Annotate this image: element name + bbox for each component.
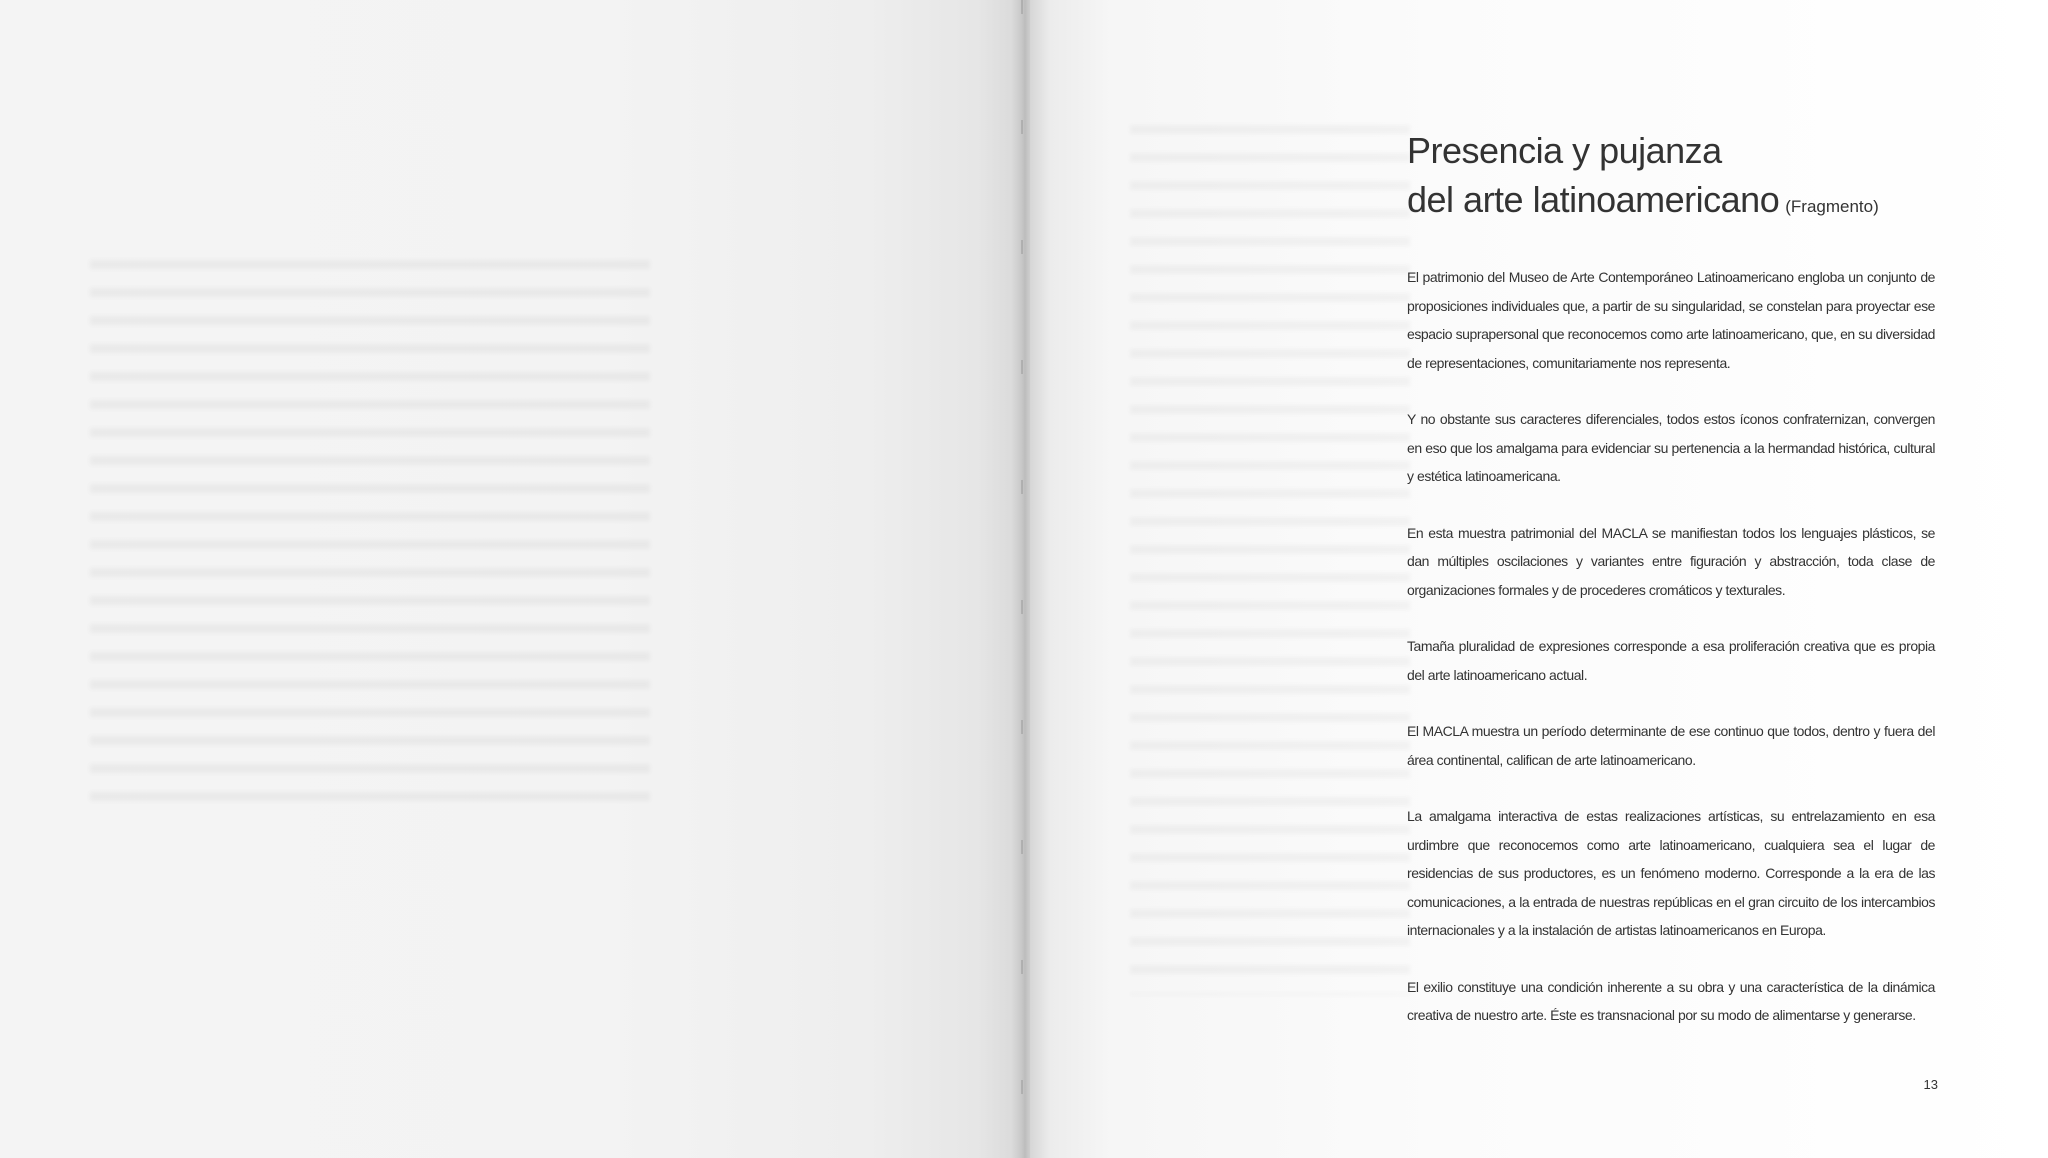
paragraph-6: La amalgama interactiva de estas realizaciones artísticas, su entrelazamiento en esa urdimbre que reconocemos como arte latinoamericano, cualquiera sea el lugar de residencias de sus productores, es un fenómeno moderno. Corresponde a la era de las comunicaciones, a la entrada de nuestras repúblicas en el gran circuito de los intercambios internacionales y a la instalación de artistas latinoamericanos en Europa. [1407,808,1935,938]
binding-stitches [1021,0,1023,1158]
title-line-2 [1407,175,1935,231]
paragraph-4: Tamaña pluralidad de expresiones corresponde a esa proliferación creativa que es propia del arte latinoamericano actual. [1407,638,1935,683]
paragraph-5: El MACLA muestra un período determinante de ese continuo que todos, dentro y fuera del área continental, califican de arte latinoamericano. [1407,723,1935,768]
paragraph-7: El exilio constituye una condición inherente a su obra y una característica de la dinámica creativa de nuestro arte. Éste es transnacional por su modo de alimentarse y generarse. [1407,978,1935,1023]
title-line-1: Presencia y pujanza [1407,130,1722,171]
article-subtitle: (Fragmento) [1785,197,1879,216]
article-body [1407,263,1935,1030]
paragraph-1: El patrimonio del Museo de Arte Contemporáneo Latinoamericano engloba un conjunto de proposiciones individuales que, a partir de su singularidad, se constelan para proyectar ese espacio suprapersonal que reconocemos como arte latinoamericano, que, en su diversidad de representaciones, comunitariamente nos representa. [1407,269,1935,371]
page-number: 13 [1923,1077,1938,1092]
paragraph-3: En esta muestra patrimonial del MACLA se manifiestan todos los lenguajes plásticos, se dan múltiples oscilaciones y variantes entre figuración y abstracción, toda clase de organizaciones formales y de procederes cromáticos y texturales. [1407,524,1935,598]
show-through-text-right [1130,125,1410,995]
left-page [0,0,1018,1158]
show-through-text [90,260,650,820]
title-line-2-text: del arte latinoamericano [1407,179,1780,220]
paragraph-2: Y no obstante sus caracteres diferenciales, todos estos íconos confraternizan, convergen en eso que los amalgama para evidenciar su pertenencia a la hermandad histórica, cultural y estética latinoamericana. [1407,411,1935,484]
article-title [1407,126,1935,231]
article [1407,126,1935,1058]
